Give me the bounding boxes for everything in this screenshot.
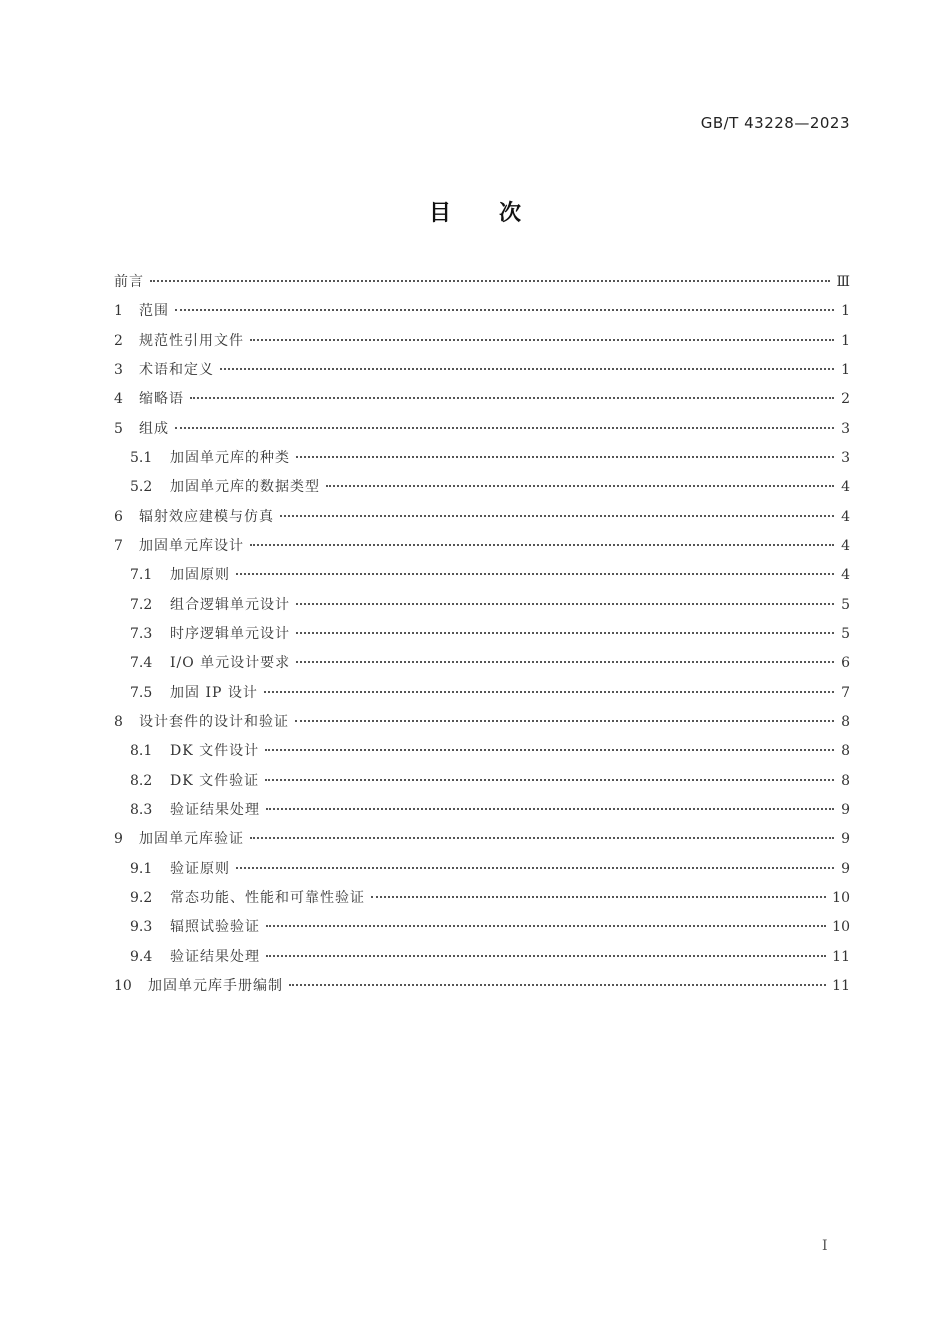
dot-leader (371, 896, 826, 898)
toc-entry-number: 5.1 (130, 449, 153, 466)
toc-entry-title: 加固单元库的数据类型 (170, 479, 320, 496)
toc-entry-title: 加固单元库设计 (139, 537, 244, 554)
dot-leader (296, 603, 834, 605)
toc-entry-title: 设计套件的设计和验证 (139, 713, 289, 730)
toc-entry-page: 5 (841, 596, 850, 613)
dot-leader (250, 837, 834, 839)
toc-entry-title: DK 文件验证 (170, 772, 260, 789)
toc-entry-page: 3 (841, 449, 850, 466)
toc-entry-number: 8 (114, 713, 123, 730)
toc-entry[interactable] (114, 711, 850, 740)
toc-entry-page: 9 (841, 801, 850, 818)
dot-leader (265, 779, 834, 781)
standard-code: GB/T 43228—2023 (700, 114, 850, 132)
toc-entry[interactable] (114, 271, 850, 300)
toc-entry[interactable] (114, 623, 850, 652)
toc-entry-page: 1 (841, 361, 850, 378)
toc-entry[interactable] (114, 330, 850, 359)
toc-entry-title: 组合逻辑单元设计 (170, 596, 290, 613)
table-of-contents (114, 271, 850, 1004)
toc-entry-page: 10 (832, 919, 850, 936)
toc-entry-title: 术语和定义 (139, 361, 214, 378)
toc-entry[interactable] (114, 447, 850, 476)
dot-leader (150, 280, 830, 282)
toc-entry-number: 7 (114, 537, 123, 554)
dot-leader (266, 925, 826, 927)
toc-entry-title: DK 文件设计 (170, 743, 260, 760)
toc-entry-page: 10 (832, 889, 850, 906)
toc-entry-title: 验证结果处理 (170, 948, 260, 965)
toc-entry-page: 8 (841, 772, 850, 789)
toc-entry[interactable] (114, 975, 850, 1004)
toc-entry-title: 缩略语 (139, 391, 184, 408)
toc-entry-page: 11 (832, 948, 850, 965)
toc-entry-number: 9.4 (130, 948, 153, 965)
toc-entry[interactable] (114, 887, 850, 916)
toc-entry-page: 8 (841, 743, 850, 760)
toc-entry-page: 9 (841, 831, 850, 848)
toc-entry-number: 9 (114, 831, 123, 848)
toc-title: 目次 (428, 201, 569, 226)
toc-entry-title: 加固单元库手册编制 (148, 977, 283, 994)
toc-entry-title: 加固单元库验证 (139, 831, 244, 848)
toc-entry-number: 5 (114, 420, 123, 437)
toc-entry-title: 加固原则 (170, 567, 230, 584)
dot-leader (220, 368, 834, 370)
toc-entry[interactable] (114, 828, 850, 857)
dot-leader (265, 749, 834, 751)
toc-entry-number: 9.1 (130, 860, 153, 877)
toc-entry-title: 辐照试验验证 (170, 919, 260, 936)
dot-leader (236, 867, 834, 869)
toc-entry-number: 9.3 (130, 919, 153, 936)
toc-entry[interactable] (114, 564, 850, 593)
toc-entry-number: 8.3 (130, 801, 153, 818)
toc-entry[interactable] (114, 418, 850, 447)
toc-entry-title: 规范性引用文件 (139, 332, 244, 349)
dot-leader (266, 955, 826, 957)
toc-entry-page: 9 (841, 860, 850, 877)
toc-entry-page: 4 (841, 508, 850, 525)
toc-entry-title: 辐射效应建模与仿真 (139, 508, 274, 525)
toc-entry-page: 1 (841, 303, 850, 320)
toc-entry-number: 8.1 (130, 743, 153, 760)
toc-entry[interactable] (114, 359, 850, 388)
toc-entry-page: 1 (841, 332, 850, 349)
toc-entry-title: 组成 (139, 420, 169, 437)
toc-entry-number: 7.5 (130, 684, 153, 701)
dot-leader (296, 456, 834, 458)
toc-entry[interactable] (114, 388, 850, 417)
toc-entry-page: 5 (841, 625, 850, 642)
toc-entry[interactable] (114, 506, 850, 535)
toc-entry-page: Ⅲ (836, 274, 850, 290)
dot-leader (264, 691, 834, 693)
toc-entry-page: 8 (841, 713, 850, 730)
toc-entry-number: 1 (114, 303, 123, 320)
toc-entry-number: 3 (114, 361, 123, 378)
toc-entry[interactable] (114, 740, 850, 769)
toc-entry-number: 7.3 (130, 625, 153, 642)
dot-leader (295, 720, 834, 722)
page-number: I (822, 1238, 828, 1254)
dot-leader (289, 984, 826, 986)
dot-leader (296, 661, 834, 663)
toc-entry-title: 时序逻辑单元设计 (170, 625, 290, 642)
toc-entry[interactable] (114, 594, 850, 623)
toc-entry-number: 6 (114, 508, 123, 525)
dot-leader (250, 339, 834, 341)
toc-entry-page: 11 (832, 977, 850, 994)
toc-entry[interactable] (114, 916, 850, 945)
toc-entry-page: 2 (841, 391, 850, 408)
dot-leader (266, 808, 834, 810)
toc-entry-number: 4 (114, 391, 123, 408)
toc-entry-page: 7 (841, 684, 850, 701)
toc-entry-title: 常态功能、性能和可靠性验证 (170, 889, 365, 906)
toc-entry-number: 7.2 (130, 596, 153, 613)
toc-entry-title: 范围 (139, 303, 169, 320)
toc-entry[interactable] (114, 799, 850, 828)
toc-entry-title: 加固单元库的种类 (170, 449, 290, 466)
dot-leader (190, 397, 834, 399)
dot-leader (175, 309, 834, 311)
toc-entry-number: 7.4 (130, 655, 153, 672)
toc-entry[interactable] (114, 652, 850, 681)
toc-entry[interactable] (114, 300, 850, 329)
toc-entry-number: 9.2 (130, 889, 153, 906)
toc-entry[interactable] (114, 476, 850, 505)
toc-entry-page: 3 (841, 420, 850, 437)
toc-entry-title: 加固 IP 设计 (170, 684, 258, 701)
toc-entry-title: 前言 (114, 274, 144, 290)
dot-leader (236, 573, 834, 575)
toc-entry[interactable] (114, 682, 850, 711)
dot-leader (296, 632, 834, 634)
toc-entry-number: 5.2 (130, 479, 153, 496)
toc-entry-number: 8.2 (130, 772, 153, 789)
toc-entry[interactable] (114, 535, 850, 564)
toc-entry-page: 4 (841, 537, 850, 554)
toc-entry[interactable] (114, 858, 850, 887)
dot-leader (250, 544, 834, 546)
toc-entry-number: 10 (114, 977, 132, 994)
toc-entry[interactable] (114, 946, 850, 975)
toc-entry-page: 4 (841, 567, 850, 584)
toc-entry-number: 2 (114, 332, 123, 349)
toc-entry-title: 验证结果处理 (170, 801, 260, 818)
dot-leader (326, 485, 834, 487)
toc-entry-number: 7.1 (130, 567, 153, 584)
toc-entry[interactable] (114, 770, 850, 799)
toc-entry-page: 6 (841, 655, 850, 672)
toc-entry-page: 4 (841, 479, 850, 496)
toc-entry-title: 验证原则 (170, 860, 230, 877)
dot-leader (280, 515, 834, 517)
toc-entry-title: I/O 单元设计要求 (170, 655, 291, 672)
dot-leader (175, 427, 834, 429)
